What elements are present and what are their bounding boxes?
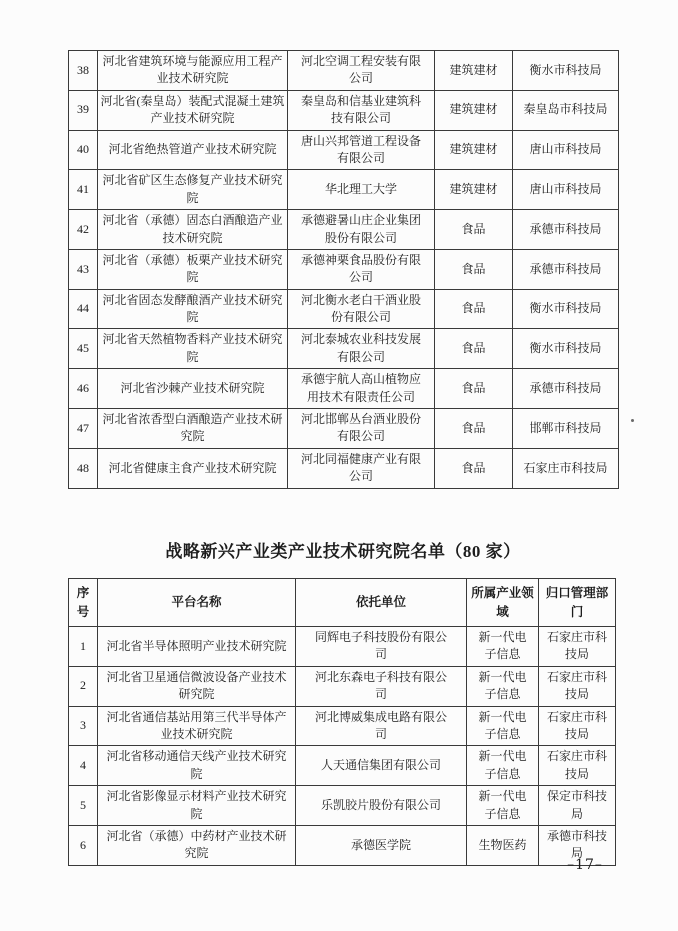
table-cell-name: 河北省浓香型白酒酿造产业技术研究院	[98, 409, 288, 449]
table-cell-industry: 建筑建材	[435, 170, 513, 210]
table-cell-no: 47	[69, 409, 98, 449]
table-cell-name: 河北省固态发酵酿酒产业技术研究院	[98, 289, 288, 329]
table-cell-no: 3	[69, 706, 98, 746]
table-cell-no: 4	[69, 746, 98, 786]
table-cell-unit: 乐凯胶片股份有限公司	[296, 786, 467, 826]
table-cell-dept: 衡水市科技局	[513, 51, 619, 91]
table-cell-unit: 承德避暑山庄企业集团股份有限公司	[288, 210, 435, 250]
table-row	[69, 825, 616, 865]
table-cell-name: 河北省卫星通信微波设备产业技术研究院	[98, 666, 296, 706]
section-title: 战略新兴产业类产业技术研究院名单（80 家）	[165, 542, 521, 561]
table-cell-unit: 承德宇航人高山植物应用技术有限责任公司	[288, 369, 435, 409]
table-cell-no: 41	[69, 170, 98, 210]
table-row	[69, 448, 619, 488]
table-cell-unit: 同辉电子科技股份有限公司	[296, 627, 467, 667]
table-cell-name: 河北省（承德）中药材产业技术研究院	[98, 825, 296, 865]
table-cell-name: 河北省天然植物香料产业技术研究院	[98, 329, 288, 369]
table-cell-name: 河北省（承德）固态白酒酿造产业技术研究院	[98, 210, 288, 250]
table-cell-dept: 邯郸市科技局	[513, 409, 619, 449]
table-cell-dept: 石家庄市科技局	[513, 448, 619, 488]
table-cell-name: 河北省健康主食产业技术研究院	[98, 448, 288, 488]
table-cell-no: 44	[69, 289, 98, 329]
table-cell-no: 45	[69, 329, 98, 369]
table-cell-name: 河北省(秦皇岛）装配式混凝土建筑产业技术研究院	[98, 90, 288, 130]
col-header-no: 序号	[69, 579, 98, 627]
table-cell-no: 43	[69, 249, 98, 289]
table-cell-dept: 唐山市科技局	[513, 130, 619, 170]
table-row	[69, 369, 619, 409]
table-cell-dept: 石家庄市科技局	[539, 746, 616, 786]
col-header-managing-dept: 归口管理部门	[539, 579, 616, 627]
table-cell-industry: 食品	[435, 448, 513, 488]
institutes-table-continuation	[68, 50, 619, 489]
table-header-row	[69, 579, 616, 627]
table-cell-industry: 新一代电子信息	[467, 706, 539, 746]
table-body	[69, 627, 616, 866]
table-cell-name: 河北省通信基站用第三代半导体产业技术研究院	[98, 706, 296, 746]
table-cell-unit: 秦皇岛和信基业建筑科技有限公司	[288, 90, 435, 130]
table-cell-name: 河北省半导体照明产业技术研究院	[98, 627, 296, 667]
table-row	[69, 409, 619, 449]
col-header-platform-name: 平台名称	[98, 579, 296, 627]
table-cell-unit: 承德神栗食品股份有限公司	[288, 249, 435, 289]
table-cell-no: 40	[69, 130, 98, 170]
table-cell-unit: 河北同福健康产业有限公司	[288, 448, 435, 488]
table-row	[69, 627, 616, 667]
table-row	[69, 90, 619, 130]
table-cell-dept: 石家庄市科技局	[539, 666, 616, 706]
table-cell-name: 河北省建筑环境与能源应用工程产业技术研究院	[98, 51, 288, 91]
table-cell-name: 河北省矿区生态修复产业技术研究院	[98, 170, 288, 210]
col-header-industry-field: 所属产业领域	[467, 579, 539, 627]
table-row	[69, 51, 619, 91]
table-cell-unit: 人天通信集团有限公司	[296, 746, 467, 786]
table-cell-unit: 河北东森电子科技有限公司	[296, 666, 467, 706]
table-cell-industry: 新一代电子信息	[467, 786, 539, 826]
table-cell-dept: 石家庄市科技局	[539, 706, 616, 746]
strategic-industry-table	[68, 578, 616, 866]
table-cell-unit: 河北空调工程安装有限公司	[288, 51, 435, 91]
table-row	[69, 210, 619, 250]
table-cell-dept: 承德市科技局	[513, 369, 619, 409]
table-cell-no: 48	[69, 448, 98, 488]
table-cell-industry: 建筑建材	[435, 90, 513, 130]
table-cell-dept: 衡水市科技局	[513, 329, 619, 369]
table-cell-name: 河北省沙棘产业技术研究院	[98, 369, 288, 409]
table-row	[69, 706, 616, 746]
table-cell-unit: 河北邯郸丛台酒业股份有限公司	[288, 409, 435, 449]
table-cell-name: 河北省移动通信天线产业技术研究院	[98, 746, 296, 786]
table-cell-industry: 食品	[435, 249, 513, 289]
table-cell-dept: 保定市科技局	[539, 786, 616, 826]
table-cell-dept: 石家庄市科技局	[539, 627, 616, 667]
table-cell-no: 2	[69, 666, 98, 706]
table-cell-no: 1	[69, 627, 98, 667]
table-cell-no: 6	[69, 825, 98, 865]
table-cell-no: 5	[69, 786, 98, 826]
table-cell-name: 河北省（承德）板栗产业技术研究院	[98, 249, 288, 289]
table-cell-unit: 河北博威集成电路有限公司	[296, 706, 467, 746]
table-body	[69, 51, 619, 489]
col-header-supporting-unit: 依托单位	[296, 579, 467, 627]
table-cell-industry: 新一代电子信息	[467, 746, 539, 786]
table-cell-unit: 河北泰城农业科技发展有限公司	[288, 329, 435, 369]
table-cell-industry: 建筑建材	[435, 130, 513, 170]
page-number: –17–	[567, 857, 603, 873]
table-cell-dept: 秦皇岛市科技局	[513, 90, 619, 130]
table-cell-name: 河北省绝热管道产业技术研究院	[98, 130, 288, 170]
table-cell-dept: 承德市科技局	[539, 825, 616, 865]
table-cell-name: 河北省影像显示材料产业技术研究院	[98, 786, 296, 826]
table-row	[69, 130, 619, 170]
table-cell-industry: 生物医药	[467, 825, 539, 865]
table-row	[69, 666, 616, 706]
table-cell-no: 46	[69, 369, 98, 409]
table-row	[69, 329, 619, 369]
table-row	[69, 786, 616, 826]
table-cell-dept: 唐山市科技局	[513, 170, 619, 210]
table-cell-no: 39	[69, 90, 98, 130]
table-cell-industry: 新一代电子信息	[467, 627, 539, 667]
table-cell-industry: 食品	[435, 409, 513, 449]
table-cell-industry: 食品	[435, 369, 513, 409]
table-cell-no: 42	[69, 210, 98, 250]
table-cell-industry: 食品	[435, 329, 513, 369]
table-cell-industry: 建筑建材	[435, 51, 513, 91]
scan-artifact-dot	[631, 419, 634, 422]
table-cell-unit: 唐山兴邦管道工程设备有限公司	[288, 130, 435, 170]
table-cell-no: 38	[69, 51, 98, 91]
table-cell-dept: 承德市科技局	[513, 210, 619, 250]
table-cell-industry: 食品	[435, 210, 513, 250]
table-cell-unit: 河北衡水老白干酒业股份有限公司	[288, 289, 435, 329]
table-row	[69, 289, 619, 329]
table-row	[69, 249, 619, 289]
table-cell-unit: 华北理工大学	[288, 170, 435, 210]
table-cell-dept: 承德市科技局	[513, 249, 619, 289]
table-row	[69, 170, 619, 210]
table-cell-dept: 衡水市科技局	[513, 289, 619, 329]
table-cell-industry: 新一代电子信息	[467, 666, 539, 706]
table-cell-unit: 承德医学院	[296, 825, 467, 865]
table-row	[69, 746, 616, 786]
table-cell-industry: 食品	[435, 289, 513, 329]
